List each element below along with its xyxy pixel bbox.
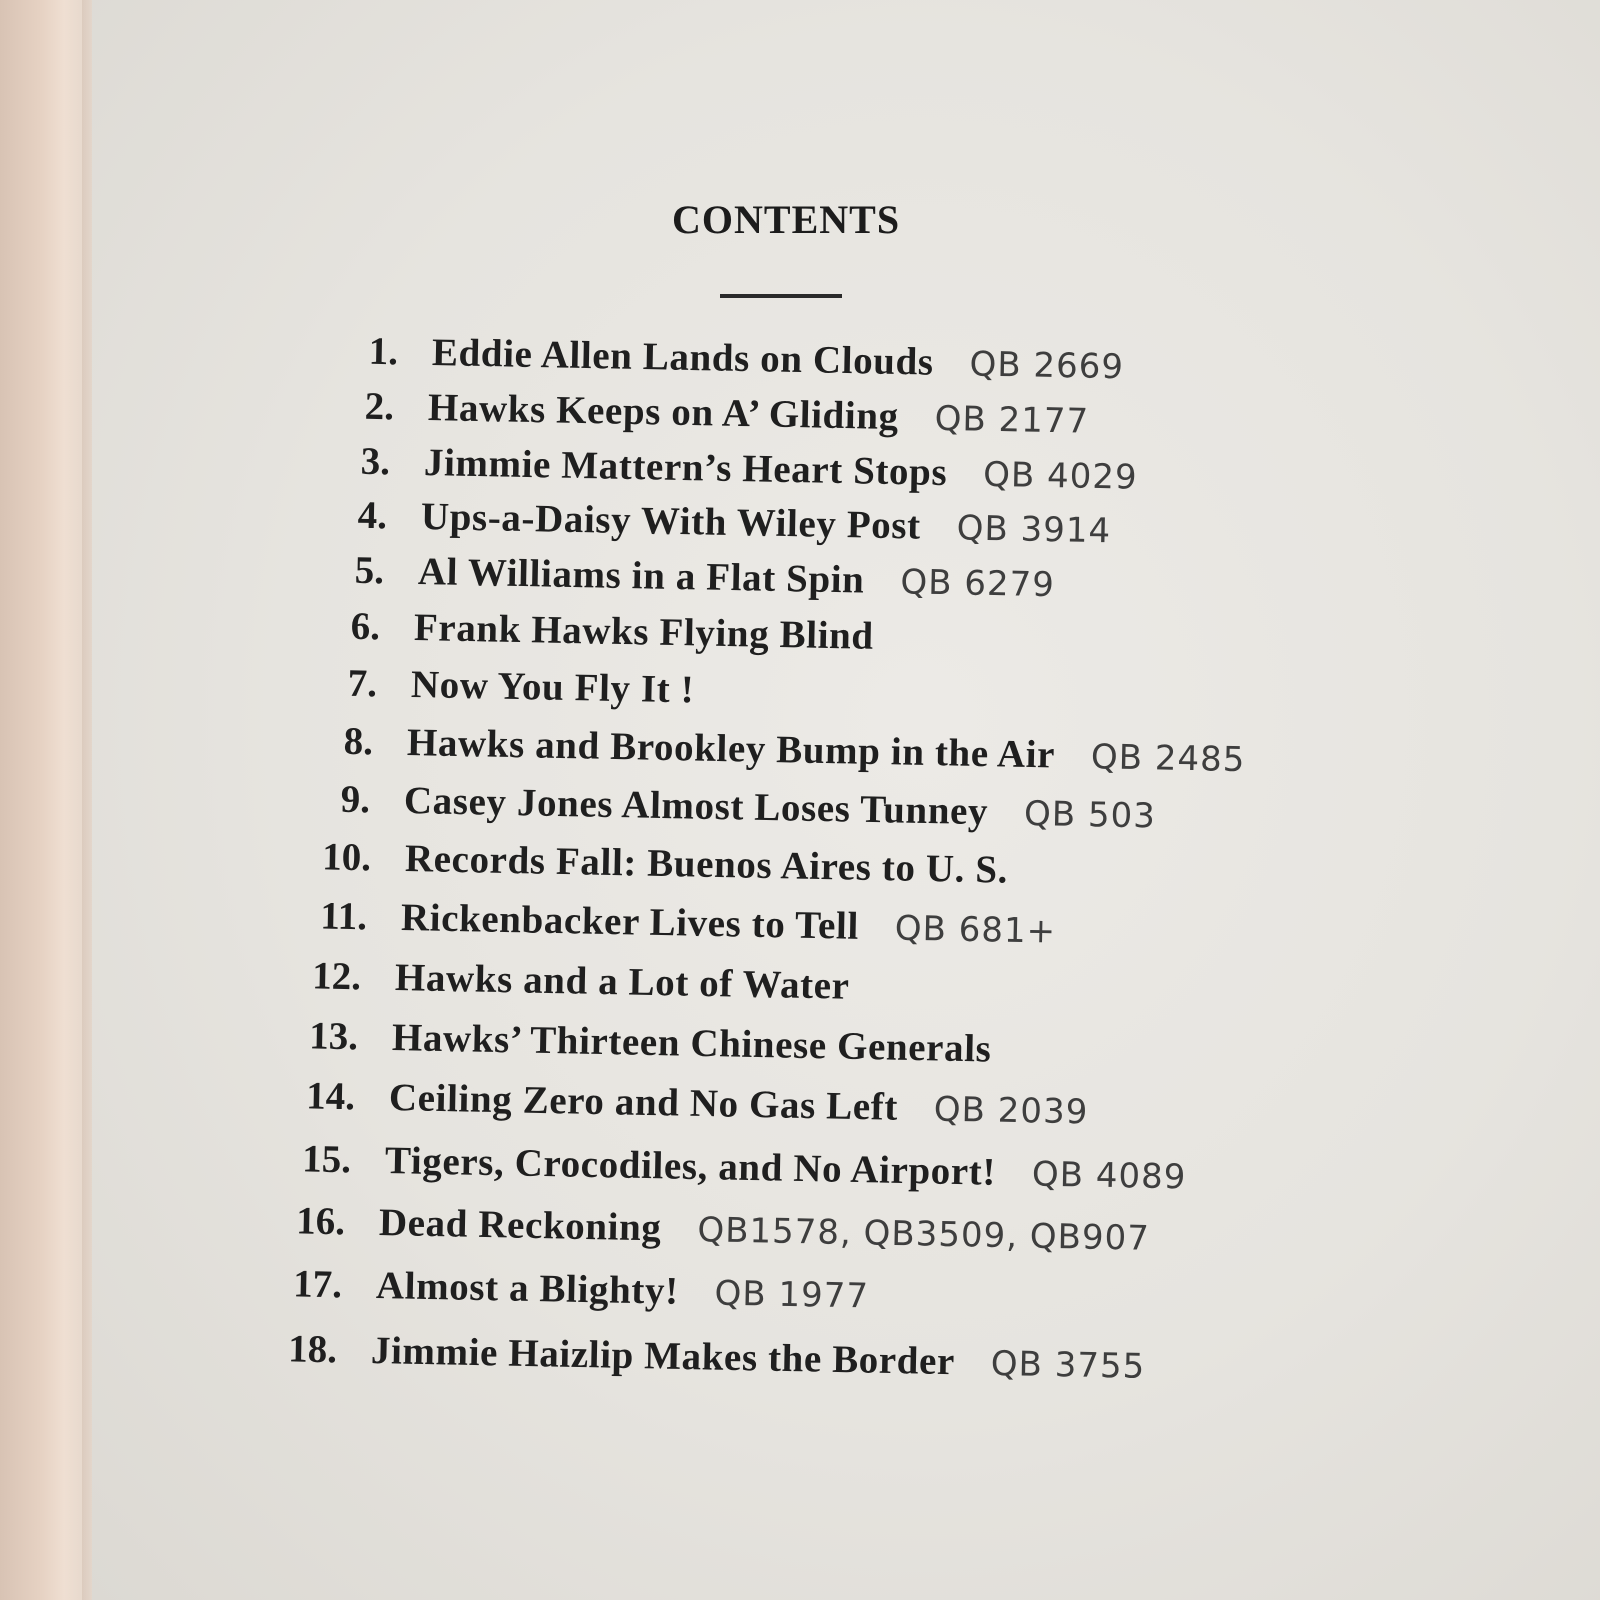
chapter-number: 13. [308,1014,359,1059]
chapter-title: Hawks Keeps on A’ Gliding [427,386,900,439]
chapter-number: 7. [347,661,378,706]
chapter-title: Ups-a-Daisy With Wiley Post [420,495,922,548]
chapter-title: Records Fall: Buenos Aires to U. S. [404,837,1009,892]
handwritten-note: QB 4089 [1031,1154,1187,1198]
chapter-title: Jimmie Mattern’s Heart Stops [423,441,948,495]
chapter-number: 10. [321,835,372,880]
chapter-title: Jimmie Haizlip Makes the Border [370,1329,956,1384]
chapter-title: Dead Reckoning [378,1201,662,1250]
chapter-title: Hawks and Brookley Bump in the Air [406,721,1056,777]
chapter-title: Now You Fly It ! [410,663,695,712]
chapter-number: 8. [343,719,374,764]
chapter-number: 5. [354,548,385,593]
handwritten-note: QB 2177 [934,398,1090,442]
book-page-edge [0,0,92,1600]
chapter-number: 4. [357,493,388,538]
contents-heading: CONTENTS [672,197,901,242]
chapter-entry [347,661,731,713]
chapter-number: 3. [360,439,391,484]
chapter-title: Al Williams in a Flat Spin [417,550,865,602]
chapter-title: Frank Hawks Flying Blind [413,606,875,658]
handwritten-note: QB 2039 [933,1089,1089,1133]
handwritten-note: QB1578, QB3509, QB907 [697,1210,1151,1259]
chapter-title: Tigers, Crocodiles, and No Airport! [384,1139,997,1194]
chapter-title: Hawks and a Lot of Water [394,956,850,1008]
handwritten-note: QB 681+ [894,908,1057,952]
chapter-title: Rickenbacker Lives to Tell [400,896,860,948]
chapter-number: 15. [301,1137,352,1182]
handwritten-note: QB 4029 [982,454,1138,498]
handwritten-note: QB 1977 [714,1273,870,1317]
chapter-number: 14. [305,1074,356,1119]
chapter-entry [350,604,911,660]
handwritten-note: QB 3755 [990,1343,1146,1387]
chapter-title: Casey Jones Almost Loses Tunney [403,779,989,834]
chapter-number: 16. [295,1199,346,1244]
heading-rule [720,294,842,298]
handwritten-note: QB 3914 [956,508,1112,552]
chapter-number: 9. [340,777,371,822]
handwritten-note: QB 503 [1023,793,1157,837]
chapter-number: 17. [292,1262,343,1307]
chapter-number: 1. [368,329,399,374]
chapter-title: Almost a Blighty! [375,1264,680,1313]
chapter-number: 11. [319,894,368,939]
chapter-entry [311,954,886,1009]
handwritten-note: QB 2485 [1090,737,1246,781]
chapter-title: Hawks’ Thirteen Chinese Generals [391,1016,992,1071]
chapter-number: 12. [311,954,362,999]
handwritten-note: QB 6279 [900,562,1056,606]
handwritten-note: QB 2669 [969,344,1125,388]
chapter-number: 6. [350,604,381,649]
chapter-title: Ceiling Zero and No Gas Left [388,1076,899,1129]
chapter-number: 18. [287,1327,338,1372]
chapter-number: 2. [364,384,395,429]
chapter-title: Eddie Allen Lands on Clouds [431,331,935,384]
chapter-entry [292,1262,870,1317]
